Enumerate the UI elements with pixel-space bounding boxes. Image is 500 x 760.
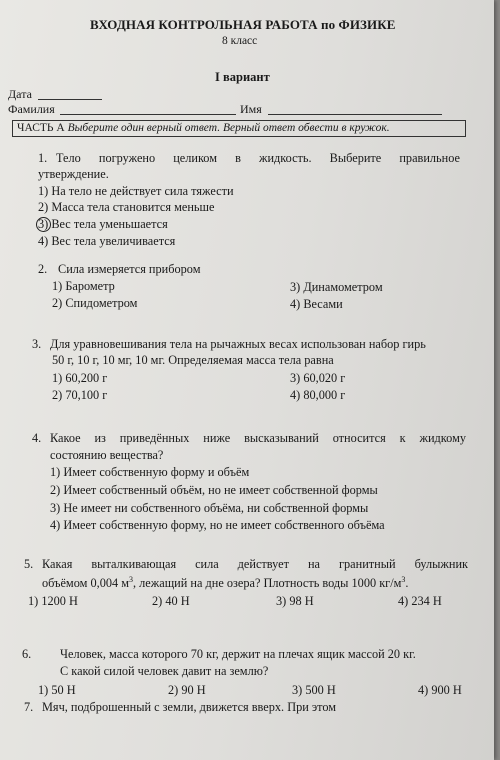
question-2-option-1[interactable]: 1) Барометр (52, 279, 115, 293)
question-5-option-2[interactable]: 2) 40 Н (152, 594, 190, 608)
question-5-number: 5. (24, 557, 34, 571)
question-5-text-line2: объёмом 0,004 $м^3$, лежащий на дне озера? Плотность воды 1000 $кг/м^3$. (42, 575, 409, 591)
question-3-option-2[interactable]: 2) 70,100 г (52, 388, 108, 402)
question-1-option-2[interactable]: 2) Масса тела становится меньше (38, 200, 215, 214)
question-5-option-4[interactable]: 4) 234 Н (398, 594, 442, 608)
question-6-option-4[interactable]: 4) 900 Н (418, 683, 462, 697)
question-4-option-3[interactable]: 3) Не имеет ни собственного объёма, ни собственной формы (50, 501, 369, 515)
grade-label: 8 класс (222, 35, 258, 47)
part-a-header (12, 120, 466, 137)
question-7-text: Мяч, подброшенный с земли, движется вверх. При этом (42, 700, 337, 714)
question-3-text-line1: Для уравновешивания тела на рычажных весах использован набор гирь (50, 337, 426, 351)
question-4-option-1[interactable]: 1) Имеет собственную форму и объём (50, 465, 250, 479)
question-4-number: 4. (32, 431, 42, 445)
question-2-number: 2. (38, 262, 48, 276)
question-6-number: 6. (22, 647, 32, 661)
question-3-option-1[interactable]: 1) 60,200 г (52, 371, 108, 385)
question-7-number: 7. (24, 700, 34, 714)
variant-label: I вариант (215, 70, 270, 84)
question-6-text-line2: С какой силой человек давит на землю? (60, 664, 269, 678)
question-1-option-1[interactable]: 1) На тело не действует сила тяжести (38, 184, 234, 198)
question-5-text-line1: Какая выталкивающая сила действует на гранитный булыжник (42, 557, 468, 571)
part-a-instruction: Выберите один верный ответ. Верный ответ обвести в кружок. (67, 122, 390, 134)
question-1-text-line2: утверждение. (38, 167, 109, 181)
surname-label: Фамилия (8, 102, 55, 116)
question-2-option-4[interactable]: 4) Весами (290, 297, 343, 311)
question-5-option-1[interactable]: 1) 1200 Н (28, 594, 78, 608)
question-5-option-3[interactable]: 3) 98 Н (276, 594, 314, 608)
name-field[interactable] (268, 114, 442, 115)
question-4-option-4[interactable]: 4) Имеет собственную форму, но не имеет собственного объёма (50, 518, 385, 532)
name-label: Имя (240, 102, 262, 116)
question-2-option-2[interactable]: 2) Спидометром (52, 296, 138, 310)
question-1-option-3[interactable]: 3) Вес тела уменьшается (38, 217, 168, 231)
date-label: Дата (8, 87, 32, 101)
question-1-option-4[interactable]: 4) Вес тела увеличивается (38, 234, 176, 248)
question-2-text: Сила измеряется прибором (58, 262, 201, 276)
question-4-option-2[interactable]: 2) Имеет собственный объём, но не имеет собственной формы (50, 483, 378, 497)
question-3-option-3[interactable]: 3) 60,020 г (290, 371, 346, 385)
selected-answer-circle (36, 217, 51, 232)
surname-field[interactable] (60, 114, 236, 115)
question-3-number: 3. (32, 337, 42, 351)
question-2-option-3[interactable]: 3) Динамометром (290, 280, 383, 294)
question-1-text-line1: Тело погружено целиком в жидкость. Выберите правильное (56, 151, 460, 165)
question-6-option-2[interactable]: 2) 90 Н (168, 683, 206, 697)
question-6-text-line1: Человек, масса которого 70 кг, держит на плечах ящик массой 20 кг. (60, 647, 416, 661)
question-4-text-line2: состоянию вещества? (50, 448, 164, 462)
question-6-option-3[interactable]: 3) 500 Н (292, 683, 336, 697)
part-a-label: ЧАСТЬ А (17, 122, 65, 134)
question-1-number: 1. (38, 151, 48, 165)
date-field[interactable] (38, 99, 102, 100)
question-6-option-1[interactable]: 1) 50 Н (38, 683, 76, 697)
question-3-text-line2: 50 г, 10 г, 10 мг, 10 мг. Определяемая масса тела равна (52, 353, 334, 367)
page-title: ВХОДНАЯ КОНТРОЛЬНАЯ РАБОТА по ФИЗИКЕ (90, 17, 396, 32)
question-3-option-4[interactable]: 4) 80,000 г (290, 388, 346, 402)
question-4-text-line1: Какое из приведённых ниже высказываний относится к жидкому (50, 431, 466, 445)
